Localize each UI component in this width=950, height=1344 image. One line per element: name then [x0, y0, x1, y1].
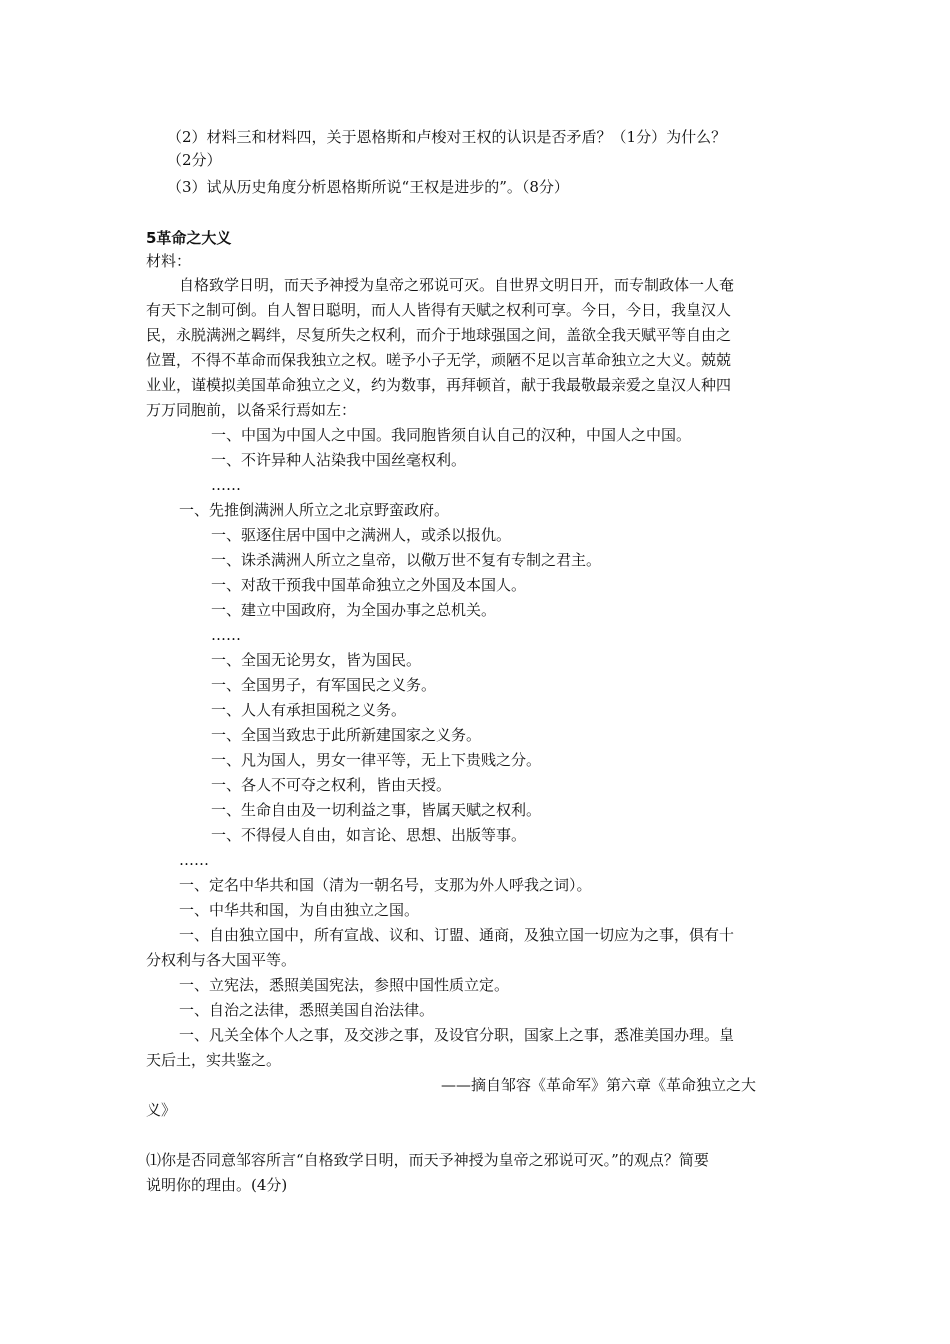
- list-item: 一、全国男子，有军国民之义务。: [211, 676, 437, 694]
- list-item-continued: 分权利与各大国平等。: [146, 951, 297, 969]
- ellipsis: ……: [179, 851, 209, 869]
- list-item: 一、建立中国政府，为全国办事之总机关。: [211, 601, 497, 619]
- ellipsis: ……: [211, 476, 241, 494]
- material-line: 民，永脱满洲之羁绊，尽复所失之权利，而介于地球强国之间，盖欲全我天赋平等自由之: [146, 326, 732, 344]
- list-item: 一、不得侵人自由，如言论、思想、出版等事。: [211, 826, 527, 844]
- list-item: 一、凡为国人，男女一律平等，无上下贵贱之分。: [211, 751, 542, 769]
- source-citation-continued: 义》: [146, 1101, 177, 1119]
- list-item: 一、不许异种人沾染我中国丝毫权利。: [211, 451, 467, 469]
- list-item: 一、人人有承担国税之义务。: [211, 701, 407, 719]
- list-item: 一、先推倒满洲人所立之北京野蛮政府。: [179, 501, 450, 519]
- list-item: 一、生命自由及一切利益之事，皆属天赋之权利。: [211, 801, 542, 819]
- list-item: 一、立宪法，悉照美国宪法，参照中国性质立定。: [179, 976, 510, 994]
- list-item: 一、对敌干预我中国革命独立之外国及本国人。: [211, 576, 527, 594]
- list-item: 一、诛杀满洲人所立之皇帝，以儆万世不复有专制之君主。: [211, 551, 602, 569]
- ellipsis: ……: [211, 626, 241, 644]
- section-title: 5革命之大义: [146, 229, 232, 247]
- material-label: 材料：: [146, 252, 192, 270]
- question-1-line-1: ⑴你是否同意邹容所言“自格致学日明，而天予神授为皇帝之邪说可灭。”的观点？简要: [146, 1151, 709, 1169]
- list-item: 一、自由独立国中，所有宣战、议和、订盟、通商，及独立国一切应为之事，俱有十: [179, 926, 735, 944]
- list-item-continued: 天后土，实共鉴之。: [146, 1051, 282, 1069]
- list-item: 一、自治之法律，悉照美国自治法律。: [179, 1001, 435, 1019]
- question-3: （3）试从历史角度分析恩格斯所说“王权是进步的”。（8分）: [167, 178, 569, 196]
- material-line: 万万同胞前，以备采行焉如左：: [146, 401, 357, 419]
- list-item: 一、凡关全体个人之事，及交涉之事，及设官分职，国家上之事，悉准美国办理。皇: [179, 1026, 735, 1044]
- list-item: 一、全国无论男女，皆为国民。: [211, 651, 422, 669]
- list-item: 一、全国当致忠于此所新建国家之义务。: [211, 726, 482, 744]
- material-line: 位置，不得不革命而保我独立之权。嗟予小子无学，顽陋不足以言革命独立之大义。兢兢: [146, 351, 732, 369]
- material-line: 有天下之制可倒。自人智日聪明，而人人皆得有天赋之权利可享。今日，今日，我皇汉人: [146, 301, 732, 319]
- source-citation: ——摘自邹容《革命军》第六章《革命独立之大: [441, 1076, 757, 1094]
- list-item: 一、中华共和国，为自由独立之国。: [179, 901, 420, 919]
- list-item: 一、中国为中国人之中国。我同胞皆须自认自己的汉种，中国人之中国。: [211, 426, 692, 444]
- list-item: 一、驱逐住居中国中之满洲人，或杀以报仇。: [211, 526, 512, 544]
- question-1-line-2: 说明你的理由。(4分): [146, 1176, 288, 1194]
- list-item: 一、各人不可夺之权利，皆由天授。: [211, 776, 452, 794]
- material-line: 业业，谨模拟美国革命独立之义，约为数事，再拜顿首，献于我最敬最亲爱之皇汉人种四: [146, 376, 732, 394]
- material-line: 自格致学日明，而天予神授为皇帝之邪说可灭。自世界文明日开，而专制政体一人奄: [179, 276, 735, 294]
- list-item: 一、定名中华共和国（清为一朝名号，支那为外人呼我之词）。: [179, 876, 592, 894]
- question-2-line-1: （2）材料三和材料四，关于恩格斯和卢梭对王权的认识是否矛盾？（1分）为什么？: [167, 128, 727, 146]
- question-2-line-2: （2分）: [167, 151, 222, 169]
